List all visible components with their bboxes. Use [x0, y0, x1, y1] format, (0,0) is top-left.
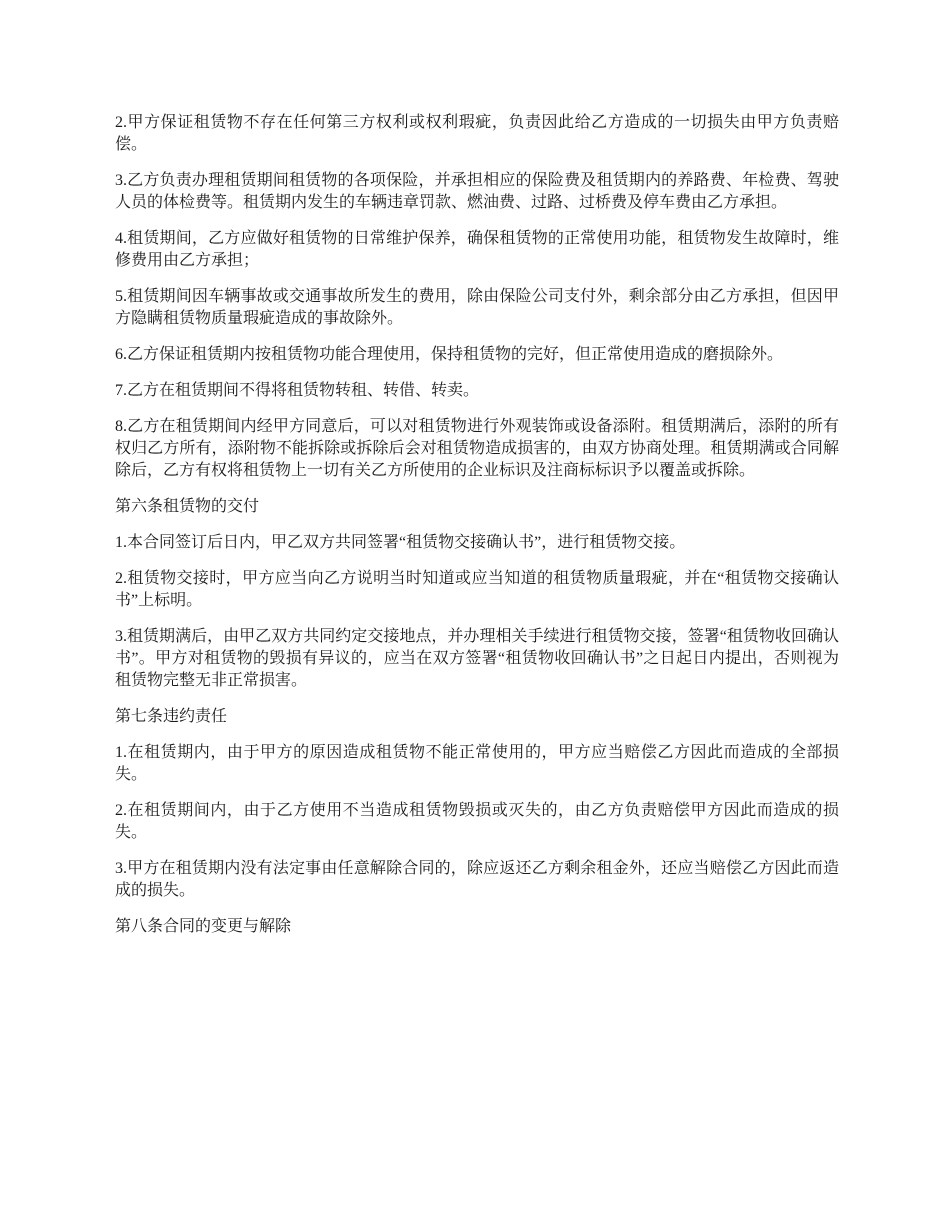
section-heading-article-8: 第八条合同的变更与解除 — [115, 918, 292, 935]
section-heading-article-6: 第六条租赁物的交付 — [115, 498, 260, 515]
clause-5-item-5: 5.租赁期间因车辆事故或交通事故所发生的费用，除由保险公司支付外，剩余部分由乙方承担，但因甲方隐瞒租赁物质量瑕疵造成的事故除外。 — [115, 288, 839, 327]
section-heading-article-7: 第七条违约责任 — [115, 708, 228, 725]
clause-5-item-6: 6.乙方保证租赁期内按租赁物功能合理使用，保持租赁物的完好，但正常使用造成的磨损除外。 — [115, 346, 784, 363]
clause-5-item-7: 7.乙方在租赁期间不得将租赁物转租、转借、转卖。 — [115, 382, 480, 399]
clause-5-item-8: 8.乙方在租赁期间内经甲方同意后，可以对租赁物进行外观装饰或设备添附。租赁期满后，添附的所有权归乙方所有，添附物不能拆除或拆除后会对租赁物造成损害的，由双方协商处理。租赁期满或合同解除后，乙方有权将租赁物上一切有关乙方所使用的企业标识及注商标标识予以覆盖或拆除。 — [115, 418, 839, 479]
clause-5-item-4: 4.租赁期间，乙方应做好租赁物的日常维护保养，确保租赁物的正常使用功能，租赁物发生故障时，维修费用由乙方承担； — [115, 230, 839, 269]
clause-5-item-3: 3.乙方负责办理租赁期间租赁物的各项保险，并承担相应的保险费及租赁期内的养路费、年检费、驾驶人员的体检费等。租赁期内发生的车辆违章罚款、燃油费、过路、过桥费及停车费由乙方承担。 — [115, 172, 839, 211]
clause-5-item-2: 2.甲方保证租赁物不存在任何第三方权利或权利瑕疵，负责因此给乙方造成的一切损失由甲方负责赔偿。 — [115, 114, 839, 153]
clause-7-item-3: 3.甲方在租赁期内没有法定事由任意解除合同的，除应返还乙方剩余租金外，还应当赔偿乙方因此而造成的损失。 — [115, 860, 839, 899]
clause-6-item-2: 2.租赁物交接时，甲方应当向乙方说明当时知道或应当知道的租赁物质量瑕疵，并在“租赁物交接确认书”上标明。 — [115, 570, 839, 609]
clause-7-item-1: 1.在租赁期内，由于甲方的原因造成租赁物不能正常使用的，甲方应当赔偿乙方因此而造成的全部损失。 — [115, 744, 839, 783]
clause-6-item-3: 3.租赁期满后，由甲乙双方共同约定交接地点，并办理相关手续进行租赁物交接，签署“租赁物收回确认书”。甲方对租赁物的毁损有异议的，应当在双方签署“租赁物收回确认书”之日起日内提出，否则视为租赁物完整无非正常损害。 — [115, 628, 839, 689]
clause-6-item-1: 1.本合同签订后日内，甲乙双方共同签署“租赁物交接确认书”，进行租赁物交接。 — [115, 534, 686, 551]
clause-7-item-2: 2.在租赁期间内，由于乙方使用不当造成租赁物毁损或灭失的，由乙方负责赔偿甲方因此而造成的损失。 — [115, 802, 839, 841]
document-page — [115, 112, 839, 952]
